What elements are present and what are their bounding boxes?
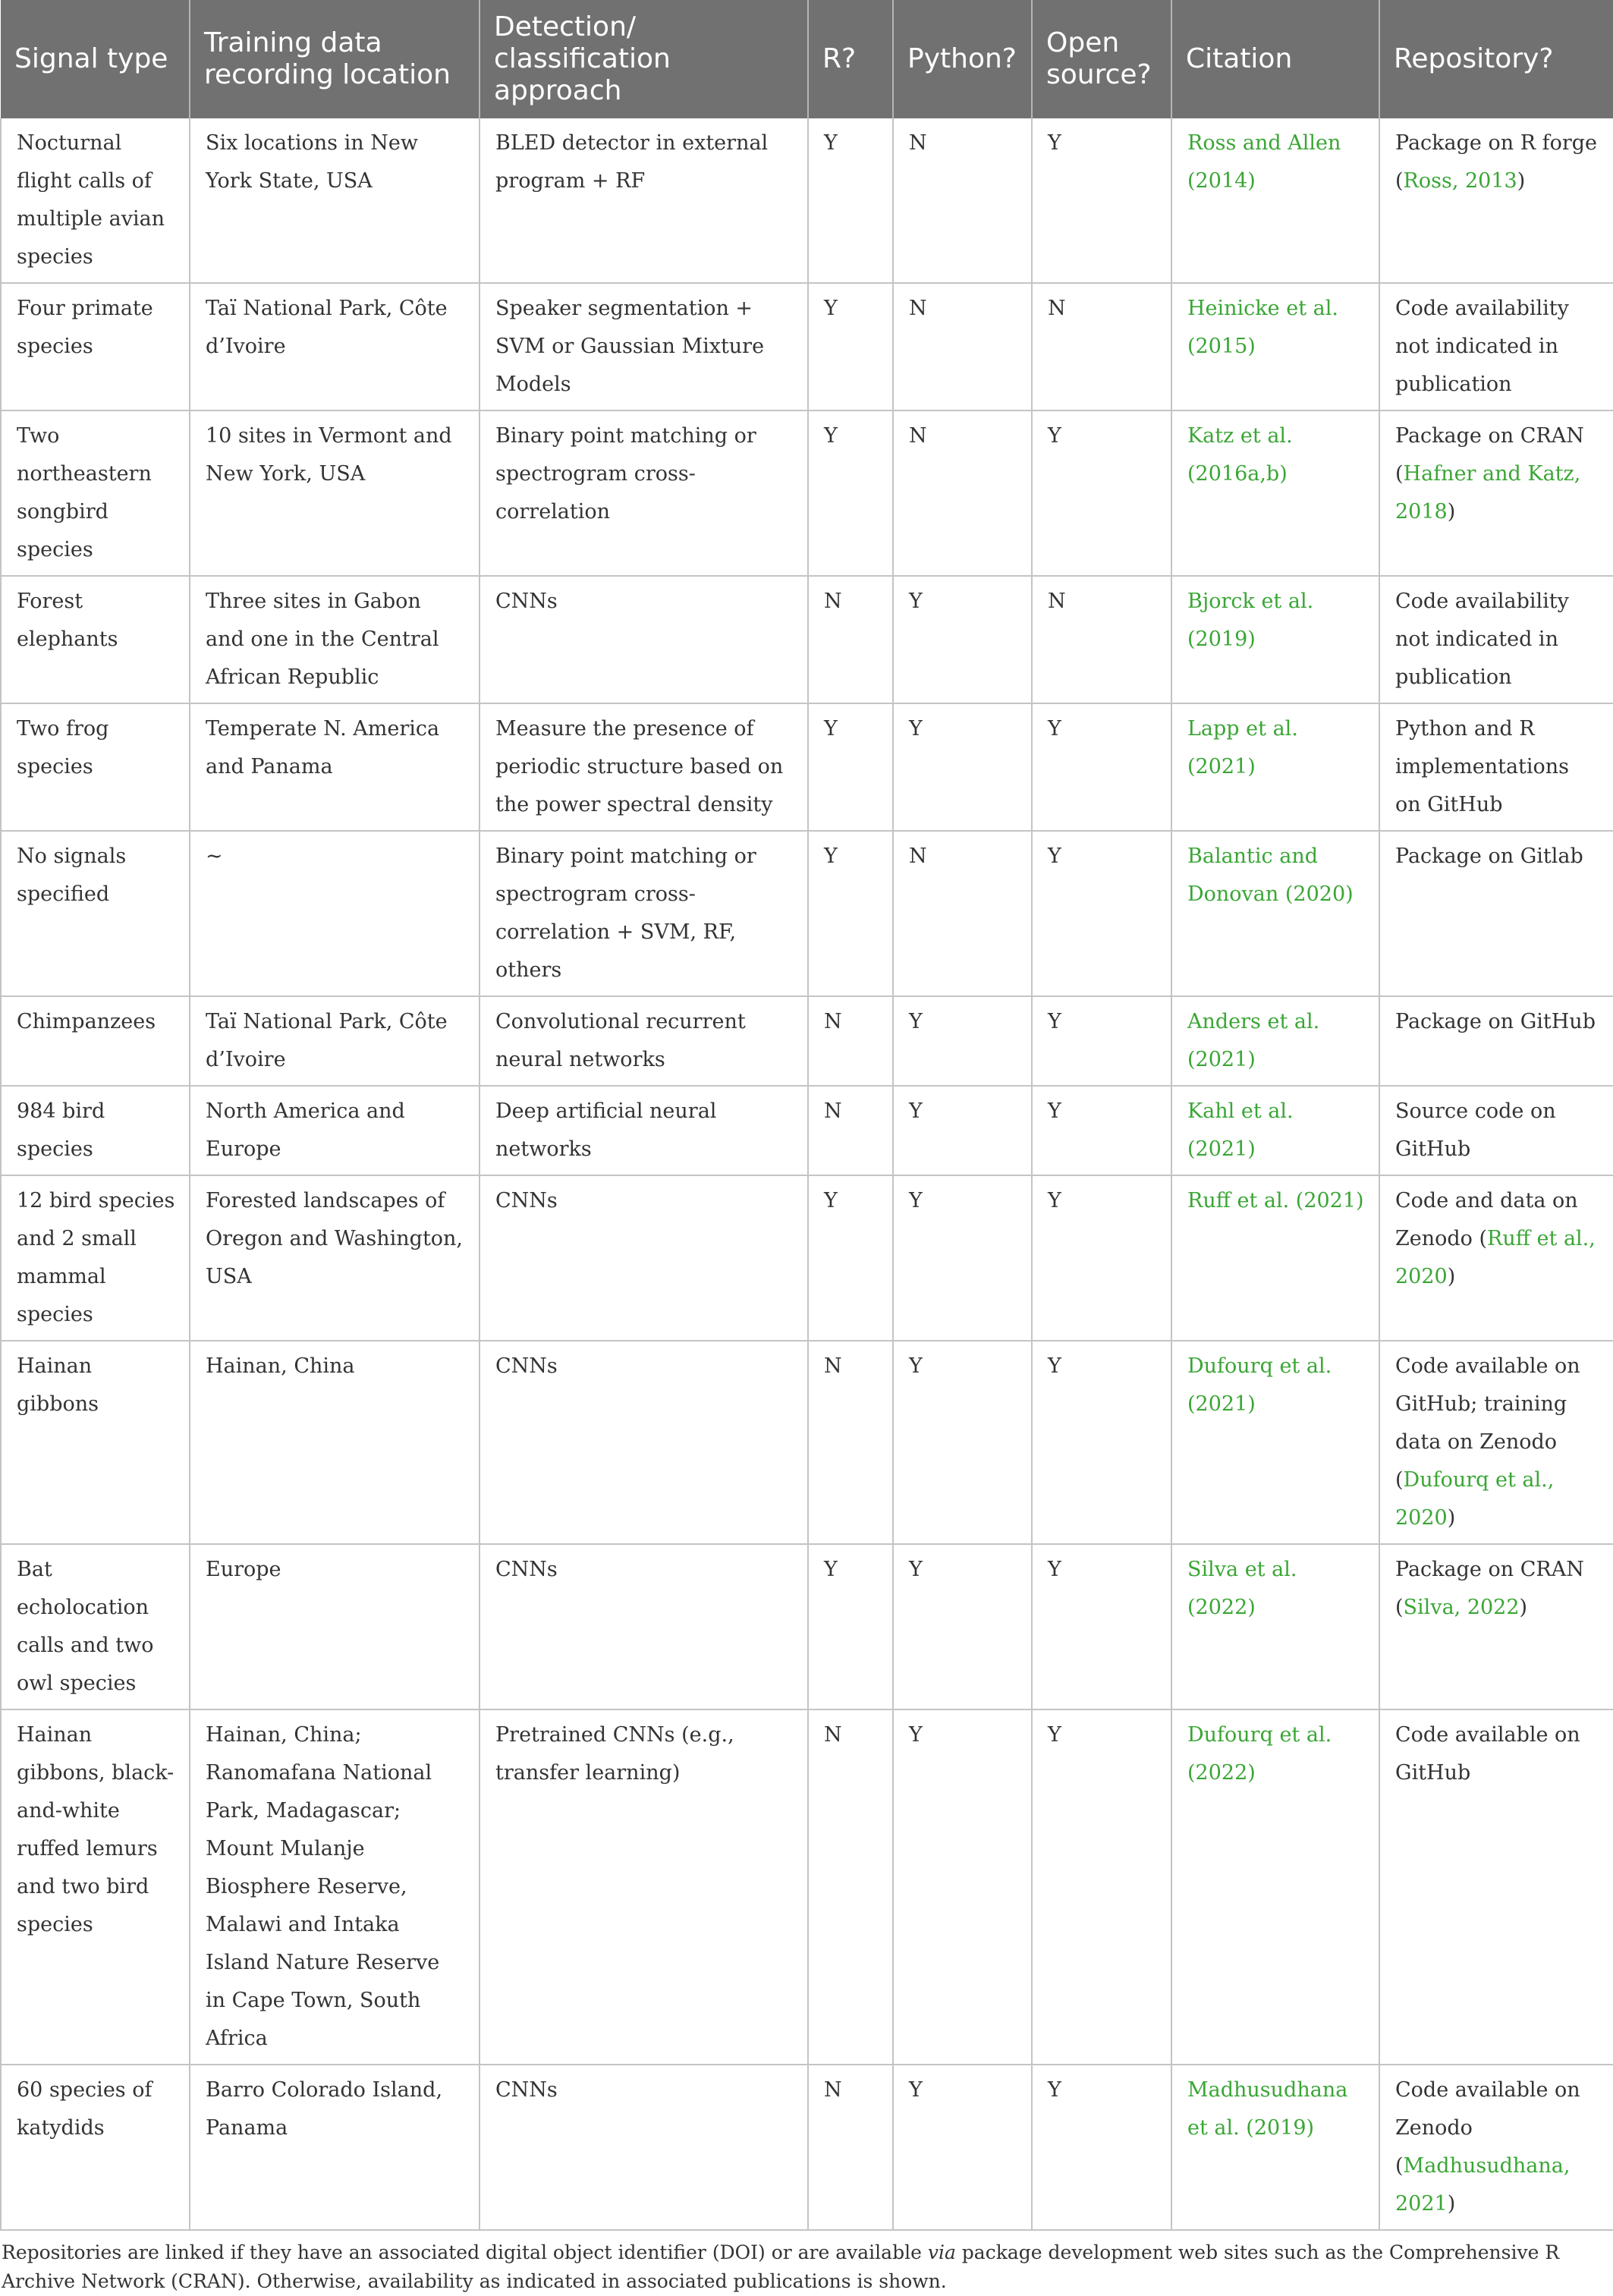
repository-text: Python and R implementations on GitHub (1395, 717, 1570, 816)
cell-open-source: Y (1032, 2065, 1171, 2230)
cell-approach: Convolutional recurrent neural networks (479, 996, 808, 1086)
cell-r: Y (808, 703, 893, 831)
cell-repository (1379, 996, 1613, 1086)
cell-python: Y (893, 1175, 1032, 1341)
header-python: Python? (893, 0, 1032, 118)
repository-text: Package on Gitlab (1395, 844, 1583, 868)
cell-repository (1379, 1341, 1613, 1544)
cell-repository (1379, 283, 1613, 410)
repository-reference-link[interactable]: Ruff et al., 2020 (1395, 1227, 1596, 1288)
table-row (1, 1544, 1613, 1709)
repository-text: Source code on GitHub (1395, 1099, 1556, 1161)
header-row (1, 0, 1613, 118)
repository-reference-link[interactable]: Ross, 2013 (1403, 169, 1517, 193)
cell-citation[interactable]: Dufourq et al. (2022) (1171, 1709, 1379, 2065)
repository-text-end: ) (1517, 169, 1526, 193)
cell-r: Y (808, 1544, 893, 1709)
cell-signal-type: Bat echolocation calls and two owl species (1, 1544, 190, 1709)
cell-training-location: Forested landscapes of Oregon and Washington, USA (190, 1175, 479, 1341)
cell-r: Y (808, 410, 893, 576)
header-repository: Repository? (1379, 0, 1613, 118)
cell-training-location: Barro Colorado Island, Panama (190, 2065, 479, 2230)
repository-text: Package on CRAN ( (1395, 424, 1584, 486)
cell-python: Y (893, 703, 1032, 831)
cell-python: N (893, 410, 1032, 576)
cell-citation[interactable]: Anders et al. (2021) (1171, 996, 1379, 1086)
cell-approach: CNNs (479, 1175, 808, 1341)
cell-repository (1379, 576, 1613, 703)
cell-repository (1379, 831, 1613, 996)
repository-text-end: ) (1519, 1596, 1528, 1619)
cell-approach: Pretrained CNNs (e.g., transfer learning) (479, 1709, 808, 2065)
cell-approach: Deep artificial neural networks (479, 1086, 808, 1175)
cell-r: N (808, 1709, 893, 2065)
table-body (1, 118, 1613, 2230)
cell-approach: CNNs (479, 576, 808, 703)
repository-text: Code available on GitHub (1395, 1723, 1580, 1785)
repository-text: Package on CRAN ( (1395, 1558, 1584, 1619)
cell-citation[interactable]: Bjorck et al. (2019) (1171, 576, 1379, 703)
repository-text: Code available on GitHub; training data on Zenodo ( (1395, 1354, 1580, 1492)
cell-repository (1379, 118, 1613, 283)
repository-text-end: ) (1447, 1506, 1456, 1530)
table-row (1, 283, 1613, 410)
cell-r: Y (808, 283, 893, 410)
table-row (1, 576, 1613, 703)
repository-reference-link[interactable]: Hafner and Katz, 2018 (1395, 462, 1581, 524)
footnote-text-2: package development web sites such as the Comprehensive R Archive Network (CRAN). Otherwise, availability as indicated in associated publications is shown. (2, 2241, 1560, 2292)
cell-approach: Binary point matching or spectrogram cross-correlation + SVM, RF, others (479, 831, 808, 996)
cell-r: Y (808, 831, 893, 996)
cell-signal-type: Four primate species (1, 283, 190, 410)
cell-repository (1379, 1544, 1613, 1709)
table-row (1, 1341, 1613, 1544)
cell-repository (1379, 1709, 1613, 2065)
cell-training-location: Taï National Park, Côte d’Ivoire (190, 996, 479, 1086)
cell-open-source: Y (1032, 703, 1171, 831)
cell-training-location: Six locations in New York State, USA (190, 118, 479, 283)
table-row (1, 1175, 1613, 1341)
repository-text-end: ) (1447, 2192, 1456, 2216)
cell-training-location: Europe (190, 1544, 479, 1709)
cell-signal-type: Two northeastern songbird species (1, 410, 190, 576)
cell-repository (1379, 2065, 1613, 2230)
cell-citation[interactable]: Balantic and Donovan (2020) (1171, 831, 1379, 996)
repository-text-end: ) (1447, 500, 1456, 524)
cell-r: N (808, 1341, 893, 1544)
cell-training-location: Three sites in Gabon and one in the Central African Republic (190, 576, 479, 703)
header-r: R? (808, 0, 893, 118)
cell-training-location: 10 sites in Vermont and New York, USA (190, 410, 479, 576)
header-open-source: Open source? (1032, 0, 1171, 118)
cell-python: Y (893, 576, 1032, 703)
cell-open-source: N (1032, 283, 1171, 410)
cell-signal-type: No signals specified (1, 831, 190, 996)
cell-signal-type: Hainan gibbons, black-and-white ruffed lemurs and two bird species (1, 1709, 190, 2065)
header-citation: Citation (1171, 0, 1379, 118)
cell-signal-type: 60 species of katydids (1, 2065, 190, 2230)
cell-signal-type: Hainan gibbons (1, 1341, 190, 1544)
cell-signal-type: Two frog species (1, 703, 190, 831)
repository-reference-link[interactable]: Silva, 2022 (1403, 1596, 1520, 1619)
repository-text: Code available on Zenodo ( (1395, 2078, 1580, 2178)
cell-r: N (808, 576, 893, 703)
table-row (1, 118, 1613, 283)
cell-r: N (808, 996, 893, 1086)
cell-python: Y (893, 1709, 1032, 2065)
repository-text: Code availability not indicated in publication (1395, 297, 1569, 396)
cell-python: N (893, 283, 1032, 410)
cell-citation[interactable]: Madhusudhana et al. (2019) (1171, 2065, 1379, 2230)
table-row (1, 996, 1613, 1086)
repository-reference-link[interactable]: Dufourq et al., 2020 (1395, 1468, 1555, 1530)
cell-training-location: Hainan, China (190, 1341, 479, 1544)
cell-approach: CNNs (479, 2065, 808, 2230)
cell-r: Y (808, 1175, 893, 1341)
cell-open-source: Y (1032, 1341, 1171, 1544)
cell-open-source: Y (1032, 1544, 1171, 1709)
cell-repository (1379, 410, 1613, 576)
cell-python: N (893, 831, 1032, 996)
cell-training-location: ~ (190, 831, 479, 996)
cell-approach: CNNs (479, 1544, 808, 1709)
cell-python: Y (893, 1544, 1032, 1709)
table-row (1, 1709, 1613, 2065)
cell-citation[interactable]: Ruff et al. (2021) (1171, 1175, 1379, 1341)
table-row (1, 831, 1613, 996)
cell-repository (1379, 1086, 1613, 1175)
cell-open-source: N (1032, 576, 1171, 703)
cell-citation[interactable]: Ross and Allen (2014) (1171, 118, 1379, 283)
cell-python: Y (893, 1086, 1032, 1175)
cell-open-source: Y (1032, 1086, 1171, 1175)
table-header (1, 0, 1613, 118)
cell-citation[interactable]: Katz et al. (2016a,b) (1171, 410, 1379, 576)
header-training-location: Training data recording location (190, 0, 479, 118)
cell-training-location: North America and Europe (190, 1086, 479, 1175)
footnote-italic: via (927, 2241, 956, 2263)
header-signal-type: Signal type (1, 0, 190, 118)
cell-python: Y (893, 2065, 1032, 2230)
cell-python: Y (893, 1341, 1032, 1544)
cell-repository (1379, 1175, 1613, 1341)
table-row (1, 1086, 1613, 1175)
cell-citation[interactable]: Kahl et al. (2021) (1171, 1086, 1379, 1175)
header-approach: Detection/ classification approach (479, 0, 808, 118)
repository-text-end: ) (1447, 1265, 1456, 1288)
cell-signal-type: Forest elephants (1, 576, 190, 703)
repository-text: Code and data on Zenodo ( (1395, 1189, 1578, 1250)
cell-open-source: Y (1032, 410, 1171, 576)
cell-approach: Binary point matching or spectrogram cross-correlation (479, 410, 808, 576)
repository-text: Package on GitHub (1395, 1010, 1596, 1033)
cell-open-source: Y (1032, 831, 1171, 996)
table-row (1, 410, 1613, 576)
table-row (1, 2065, 1613, 2230)
cell-python: N (893, 118, 1032, 283)
cell-approach: Measure the presence of periodic structure based on the power spectral density (479, 703, 808, 831)
cell-open-source: Y (1032, 118, 1171, 283)
cell-citation[interactable]: Lapp et al. (2021) (1171, 703, 1379, 831)
cell-signal-type: 984 bird species (1, 1086, 190, 1175)
cell-citation[interactable]: Silva et al. (2022) (1171, 1544, 1379, 1709)
cell-repository (1379, 703, 1613, 831)
cell-r: Y (808, 118, 893, 283)
cell-open-source: Y (1032, 1175, 1171, 1341)
footnote-text-1: Repositories are linked if they have an associated digital object identifier (DOI) or are available (2, 2241, 928, 2263)
cell-citation[interactable]: Dufourq et al. (2021) (1171, 1341, 1379, 1544)
cell-approach: BLED detector in external program + RF (479, 118, 808, 283)
table-footnote (0, 2231, 1611, 2296)
cell-python: Y (893, 996, 1032, 1086)
cell-signal-type: Chimpanzees (1, 996, 190, 1086)
table-row (1, 703, 1613, 831)
cell-open-source: Y (1032, 1709, 1171, 2065)
repository-text: Code availability not indicated in publication (1395, 590, 1569, 689)
cell-training-location: Taï National Park, Côte d’Ivoire (190, 283, 479, 410)
repository-reference-link[interactable]: Madhusudhana, 2021 (1395, 2154, 1571, 2216)
cell-signal-type: 12 bird species and 2 small mammal species (1, 1175, 190, 1341)
cell-r: N (808, 1086, 893, 1175)
cell-approach: Speaker segmentation + SVM or Gaussian Mixture Models (479, 283, 808, 410)
cell-training-location: Temperate N. America and Panama (190, 703, 479, 831)
cell-training-location: Hainan, China; Ranomafana National Park, Madagascar; Mount Mulanje Biosphere Reserve, Malawi and Intaka Island Nature Reserve in Cape Town, South Africa (190, 1709, 479, 2065)
cell-signal-type: Nocturnal flight calls of multiple avian species (1, 118, 190, 283)
cell-approach: CNNs (479, 1341, 808, 1544)
repository-text: Package on R forge ( (1395, 131, 1598, 193)
cell-r: N (808, 2065, 893, 2230)
cell-open-source: Y (1032, 996, 1171, 1086)
cell-citation[interactable]: Heinicke et al. (2015) (1171, 283, 1379, 410)
